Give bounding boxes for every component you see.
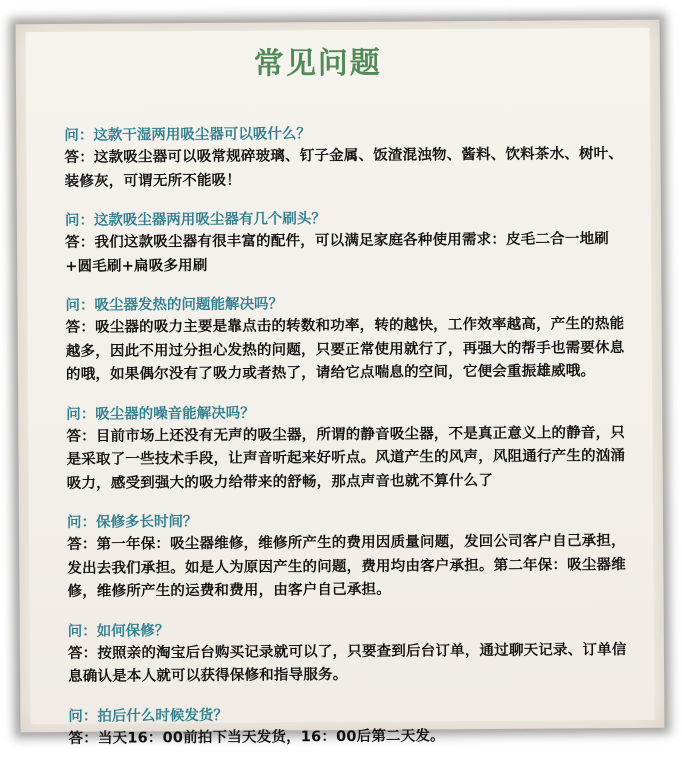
faq-question: 问：这款干湿两用吸尘器可以吸什么？ (64, 126, 311, 144)
faq-item (68, 702, 636, 750)
faq-question: 问：保修多长时间？ (66, 513, 198, 531)
faq-question: 问：吸尘器发热的问题能解决吗？ (65, 296, 284, 314)
faq-item (64, 122, 632, 194)
faq-question: 问：如何保修？ (67, 622, 170, 640)
faq-question: 问：拍后什么时候发货？ (68, 707, 228, 725)
faq-answer: 答：吸尘器的吸力主要是靠点击的转数和功率，转的越快，工作效率越高，产生的热能越多，因此不用过分担心发热的问题，只要正常使用就行了，再强大的帮手也需要休息的哦，如果偶尔没有了吸力或者热了，请给它点喘息的空间，它便会重振雄威哦。 (65, 316, 625, 383)
faq-answer: 答：第一年保：吸尘器维修，维修所产生的费用因质量问题，发回公司客户自己承担，发出去我们承担。如是人为原因产生的问题，费用均由客户承担。第二年保：吸尘器维修，维修所产生的运费和费用，由客户自己承担。 (67, 533, 626, 600)
faq-list (64, 122, 636, 768)
paper (26, 28, 655, 747)
faq-question: 问：这款吸尘器两用吸尘器有几个刷头？ (64, 211, 326, 229)
faq-answer: 答：当天16：00前拍下当天发货，16：00后第二天发。 (68, 727, 445, 747)
faq-item (68, 617, 636, 689)
faq-answer: 答：我们这款吸尘器有很丰富的配件，可以满足家庭各种使用需求：皮毛二合一地刷+圆毛刷+扁吸多用刷 (65, 231, 610, 275)
faq-answer: 答：目前市场上还没有无声的吸尘器，所谓的静音吸尘器，不是真正意义上的静音，只是采取了一些技术手段，让声音听起来好听点。风道产生的风声，风阻通行产生的汹涌吸力，感受到强大的吸力给带来的舒畅，那点声音也就不算什么了 (66, 424, 626, 492)
page-title: 常见问题 (253, 45, 382, 82)
faq-item (65, 207, 633, 279)
faq-item (65, 292, 634, 387)
faq-item (66, 400, 635, 495)
faq-question: 问：吸尘器的噪音能解决吗？ (66, 405, 255, 423)
document-frame (16, 20, 665, 747)
faq-answer: 答：这款吸尘器可以吸常规碎玻璃、钉子金属、饭渣混浊物、酱料、饮料茶水、树叶、装修灰，可谓无所不能吸！ (64, 146, 624, 190)
faq-item (67, 509, 636, 604)
faq-answer: 答：按照亲的淘宝后台购买记录就可以了，只要查到后台订单，通过聊天记录、订单信息确认是本人就可以获得保修和指导服务。 (67, 641, 627, 685)
